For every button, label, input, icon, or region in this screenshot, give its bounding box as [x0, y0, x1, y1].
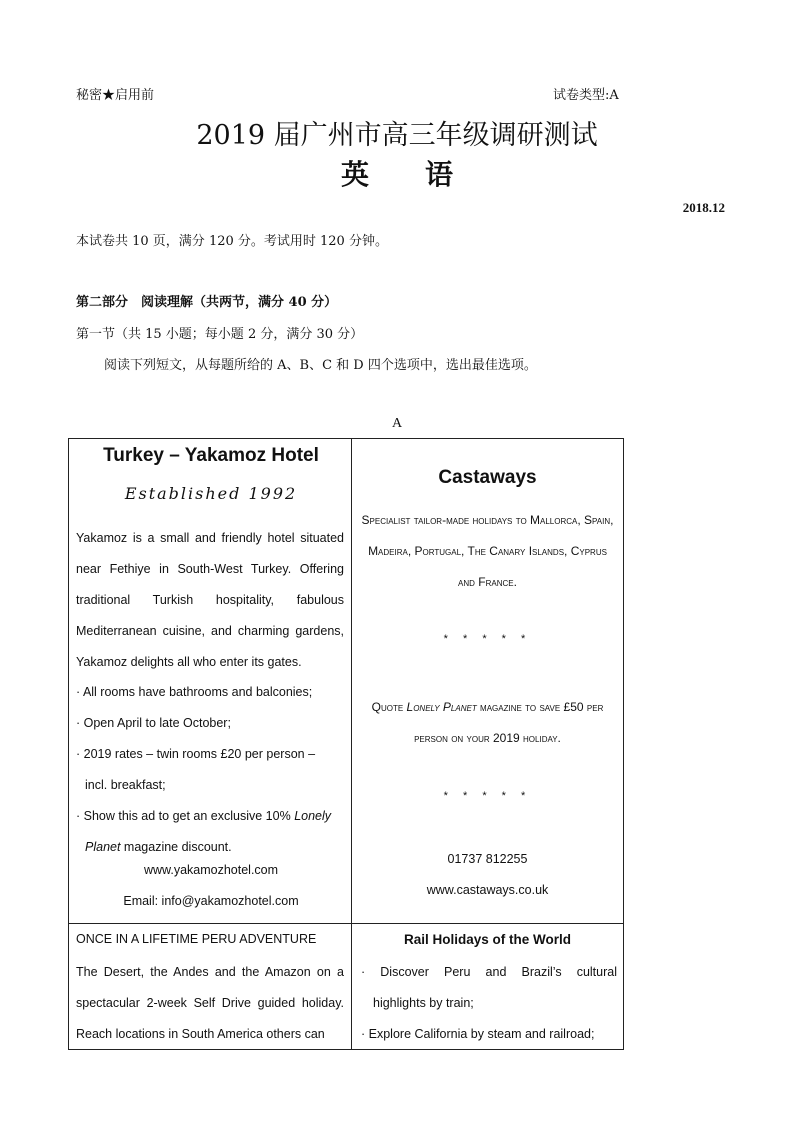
rail-title: Rail Holidays of the World	[403, 932, 572, 947]
castaways-title: Castaways	[438, 467, 537, 488]
quote-pre: Quote	[371, 700, 407, 714]
peru-title: ONCE IN A LIFETIME PERU ADVENTURE	[76, 932, 317, 946]
section-heading: 第一节（共 15 小题；每小题 2 分，满分 30 分）	[76, 327, 364, 342]
secret-label: 秘密★启用前	[76, 88, 155, 103]
stars-divider: * * * * *	[443, 790, 532, 802]
hotel-email[interactable]: Email: info@yakamozhotel.com	[123, 894, 299, 908]
hotel-established: Established 1992	[124, 484, 298, 503]
feature-item: · Open April to late October;	[76, 716, 231, 730]
hotel-features	[76, 677, 344, 863]
section-instruction: 阅读下列短文，从每题所给的 A、B、C 和 D 四个选项中，选出最佳选项。	[104, 358, 537, 373]
ad-castaways	[351, 438, 624, 924]
quote-magazine: Lonely Planet	[406, 700, 477, 714]
feature-item-mag: Planet	[85, 840, 121, 854]
rail-item-cont: highlights by train;	[373, 996, 474, 1010]
exam-date: 2018.12	[682, 200, 725, 215]
feature-item	[76, 770, 344, 801]
quote-post: magazine to save £50 per person on your 2019 holiday.	[414, 700, 604, 745]
hotel-website[interactable]: www.yakamozhotel.com	[143, 863, 279, 877]
hotel-description: Yakamoz is a small and friendly hotel situated near Fethiye in South-West Turkey. Offering traditional Turkish hospitality, fabulous Mediterranean cuisine, and charming gardens, Yakamoz delights all who enter its gates.	[76, 531, 344, 669]
rail-list	[361, 957, 617, 1050]
exam-intro: 本试卷共 10 页，满分 120 分。考试用时 120 分钟。	[76, 234, 388, 249]
feature-item-cont	[76, 840, 232, 854]
hotel-title: Turkey – Yakamoz Hotel	[103, 445, 319, 466]
rail-item	[361, 988, 617, 1019]
part-heading: 第二部分 阅读理解（共两节，满分 40 分）	[76, 295, 338, 310]
rail-item: · Explore California by steam and railroad;	[361, 1027, 595, 1041]
castaways-quote	[360, 692, 615, 754]
ad-rail-holidays	[351, 923, 624, 1050]
ad-peru-adventure	[68, 923, 352, 1050]
exam-title: 2019 届广州市高三年级调研测试	[196, 120, 598, 151]
feature-item-mag: Lonely	[294, 809, 332, 823]
paper-type-label: 试卷类型:A	[553, 88, 619, 103]
passage-label: A	[391, 416, 403, 431]
feature-item-text: · Show this ad to get an exclusive 10%	[76, 809, 295, 823]
castaways-website[interactable]: www.castaways.co.uk	[426, 883, 549, 897]
castaways-phone: 01737 812255	[447, 852, 528, 866]
rail-item: · Discover Peru and Brazil’s cultural	[361, 965, 617, 979]
feature-item: · 2019 rates – twin rooms £20 per person –	[76, 747, 316, 761]
ad-yakamoz-hotel	[68, 438, 352, 924]
stars-divider: * * * * *	[443, 633, 532, 645]
feature-item-cont: incl. breakfast;	[85, 778, 166, 792]
feature-item-text: magazine discount.	[120, 840, 232, 854]
castaways-specialist: Specialist tailor-made holidays to Mallorca, Spain, Madeira, Portugal, The Canary Islands, Cyprus and France.	[361, 513, 614, 589]
feature-item	[76, 832, 344, 863]
feature-item	[76, 801, 344, 832]
subject-title: 英 语	[340, 158, 453, 191]
feature-item: · All rooms have bathrooms and balconies;	[76, 685, 313, 699]
peru-text: The Desert, the Andes and the Amazon on a spectacular 2-week Self Drive guided holiday. Reach locations in South America others can	[76, 965, 344, 1041]
